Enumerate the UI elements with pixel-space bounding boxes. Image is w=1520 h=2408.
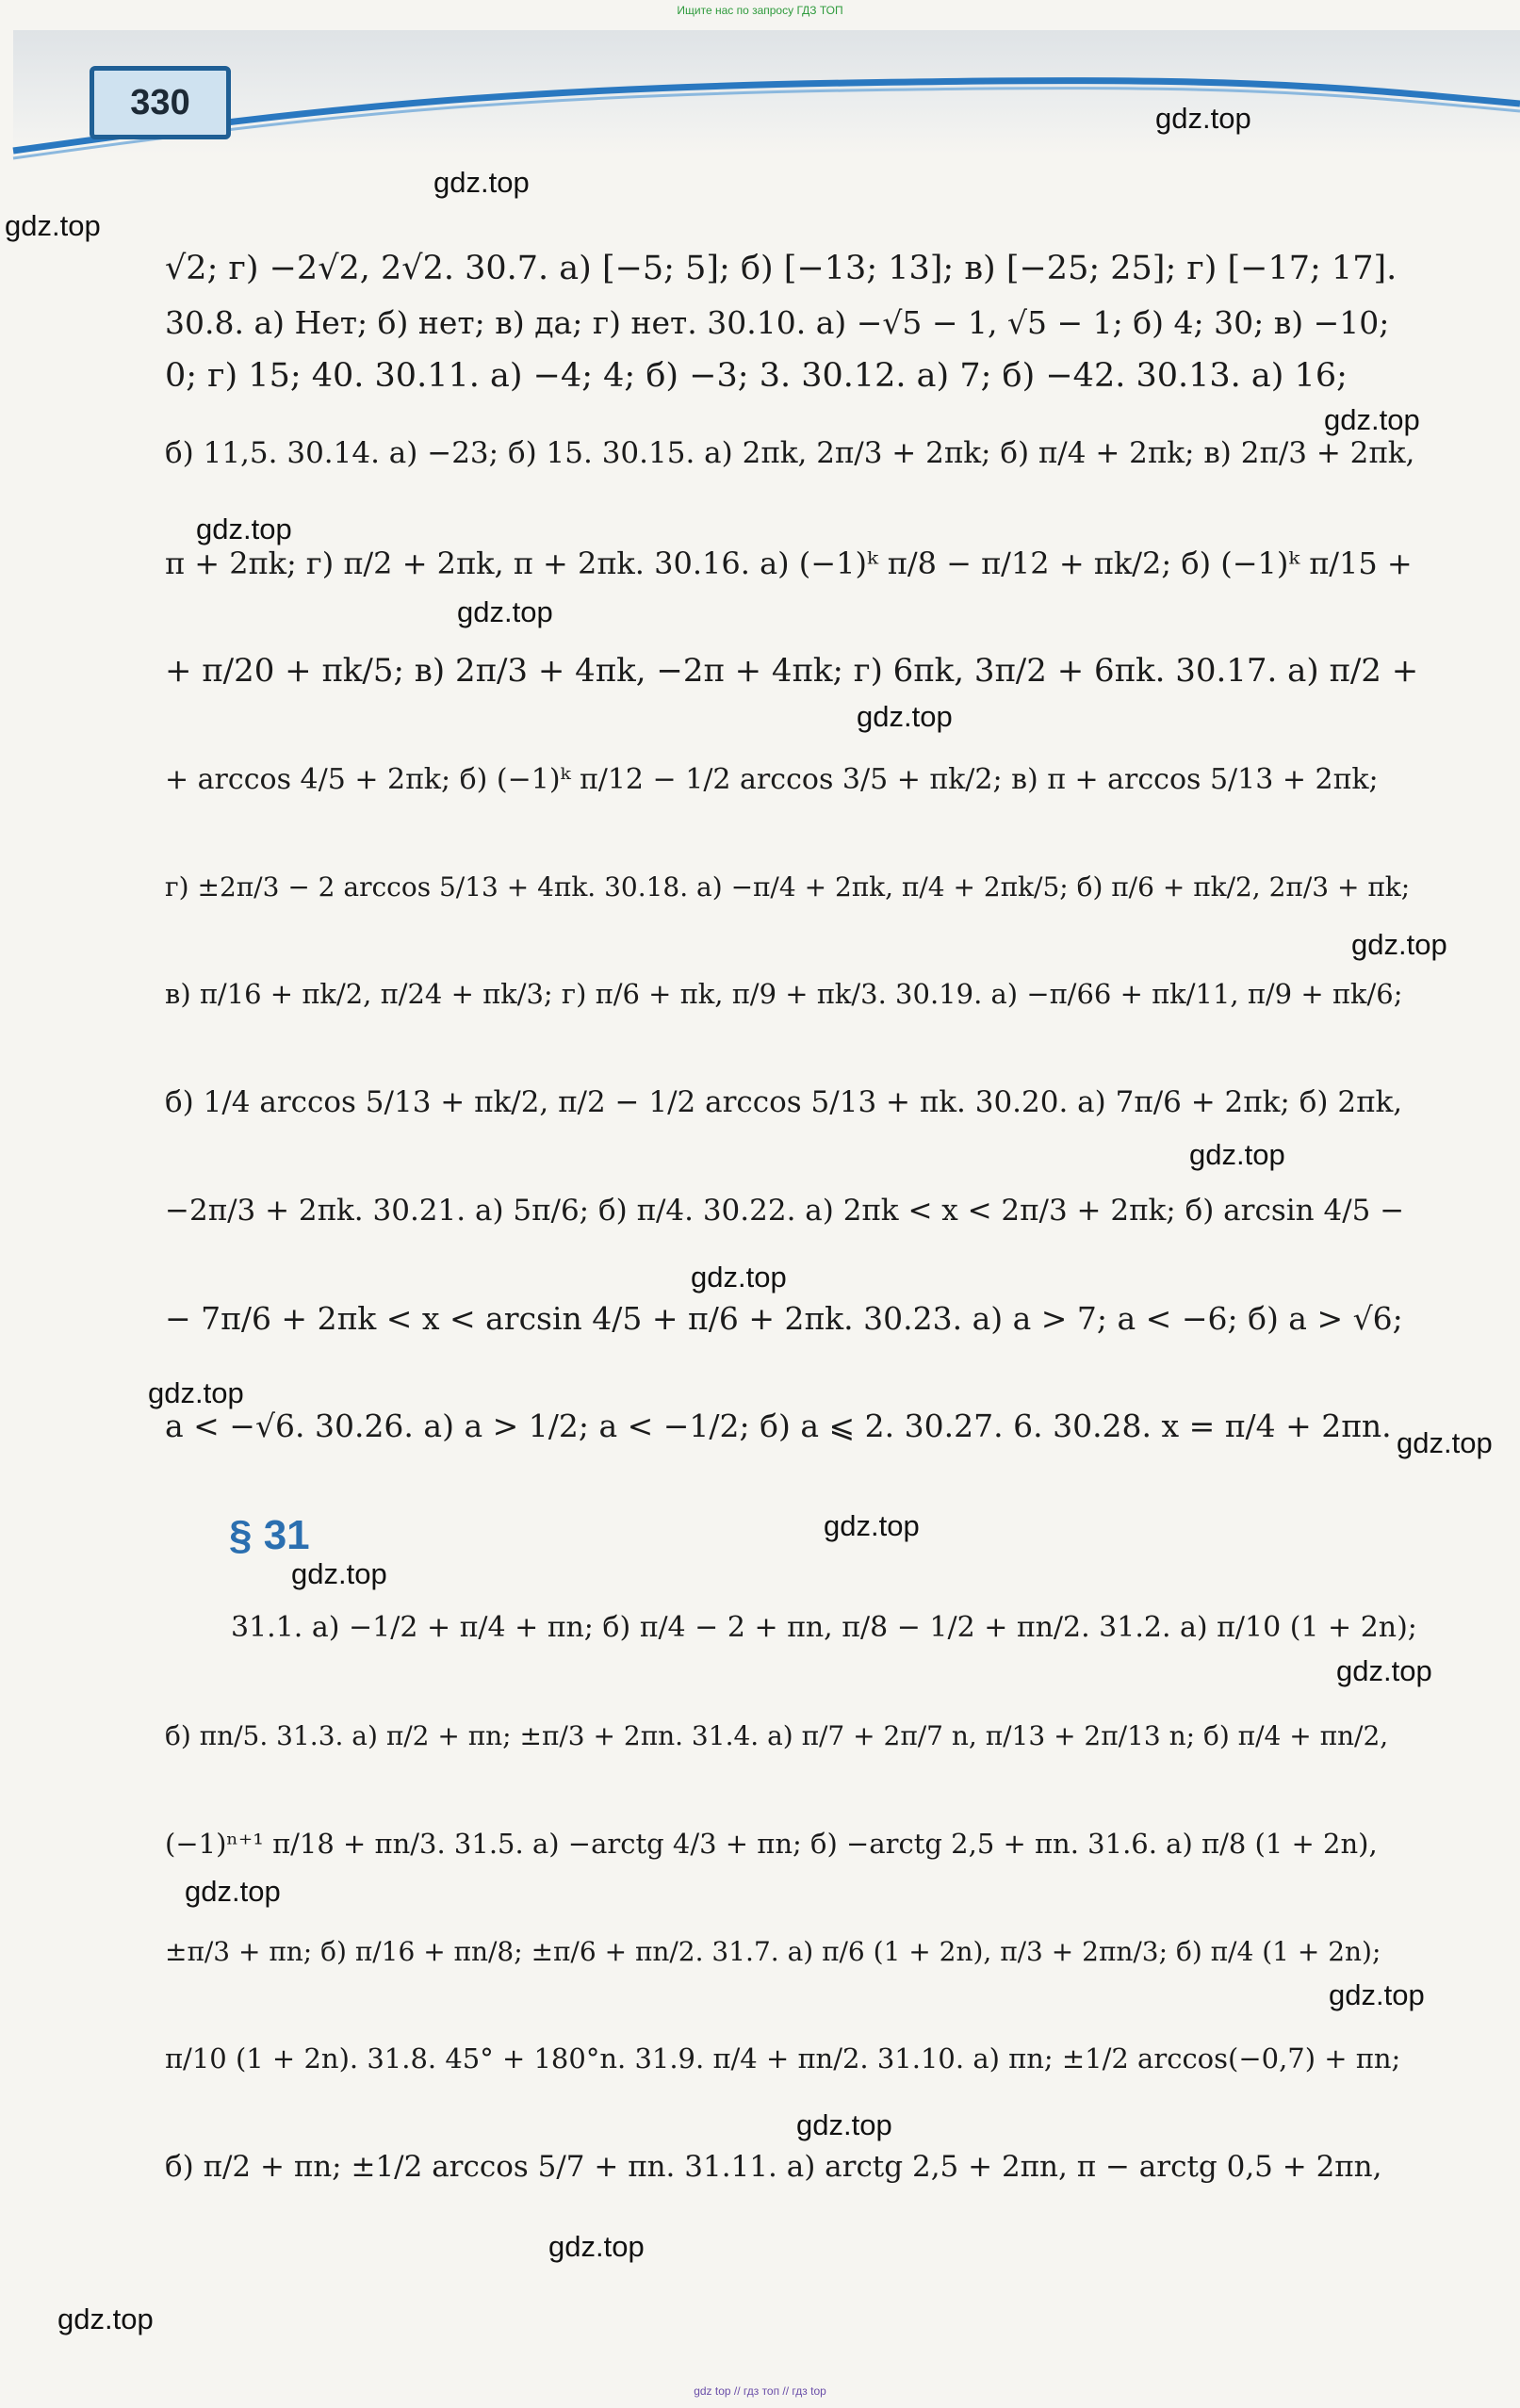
- answer-line: 31.1. а) −1/2 + π/4 + πn; б) π/4 − 2 + πn, π/8 − 1/2 + πn/2. 31.2. а) π/10 (1 + 2n);: [231, 1610, 1417, 1644]
- watermark: gdz.top: [291, 1557, 387, 1590]
- answer-line: б) πn/5. 31.3. а) π/2 + πn; ±π/3 + 2πn. 31.4. а) π/7 + 2π/7 n, π/13 + 2π/13 n; б) π/4 + πn/2,: [165, 1719, 1389, 1751]
- answer-line: б) 11,5. 30.14. а) −23; б) 15. 30.15. а) 2πk, 2π/3 + 2πk; б) π/4 + 2πk; в) 2π/3 + 2πk,: [165, 436, 1415, 470]
- answer-line: б) 1/4 arccos 5/13 + πk/2, π/2 − 1/2 arccos 5/13 + πk. 30.20. а) 7π/6 + 2πk; б) 2πk,: [165, 1085, 1403, 1119]
- answer-line: + arccos 4/5 + 2πk; б) (−1)ᵏ π/12 − 1/2 arccos 3/5 + πk/2; в) π + arccos 5/13 + 2πk;: [165, 762, 1379, 796]
- answer-line: ±π/3 + πn; б) π/16 + πn/8; ±π/6 + πn/2. 31.7. а) π/6 (1 + 2n), π/3 + 2πn/3; б) π/4 (1 + 2n);: [165, 1935, 1381, 1967]
- watermark: gdz.top: [691, 1261, 787, 1293]
- answer-line: √2; г) −2√2, 2√2. 30.7. а) [−5; 5]; б) [−13; 13]; в) [−25; 25]; г) [−17; 17].: [165, 250, 1397, 287]
- watermark: gdz.top: [1155, 102, 1251, 135]
- answer-line: (−1)ⁿ⁺¹ π/18 + πn/3. 31.5. а) −arctg 4/3 + πn; б) −arctg 2,5 + πn. 31.6. а) π/8 (1 + 2n),: [165, 1828, 1378, 1860]
- watermark: gdz.top: [433, 166, 530, 199]
- watermark: gdz.top: [196, 513, 292, 545]
- answer-line: 0; г) 15; 40. 30.11. а) −4; 4; б) −3; 3. 30.12. а) 7; б) −42. 30.13. а) 16;: [165, 357, 1348, 395]
- answer-line: −2π/3 + 2πk. 30.21. а) 5π/6; б) π/4. 30.22. а) 2πk < x < 2π/3 + 2πk; б) arcsin 4/5 −: [165, 1194, 1405, 1228]
- watermark: gdz.top: [5, 209, 101, 242]
- watermark: gdz.top: [1336, 1654, 1432, 1687]
- page-number: 330: [90, 66, 231, 139]
- watermark: gdz.top: [824, 1509, 920, 1542]
- answer-line: г) ±2π/3 − 2 arccos 5/13 + 4πk. 30.18. а) −π/4 + 2πk, π/4 + 2πk/5; б) π/6 + πk/2, 2π/3 + πk;: [165, 870, 1411, 903]
- watermark: gdz.top: [857, 700, 953, 733]
- watermark: gdz.top: [1329, 1978, 1425, 2011]
- answer-line: π/10 (1 + 2n). 31.8. 45° + 180°n. 31.9. π/4 + πn/2. 31.10. а) πn; ±1/2 arccos(−0,7) + πn;: [165, 2042, 1401, 2074]
- watermark: gdz.top: [457, 595, 553, 628]
- watermark: gdz.top: [1324, 403, 1420, 436]
- answer-line: π + 2πk; г) π/2 + 2πk, π + 2πk. 30.16. а) (−1)ᵏ π/8 − π/12 + πk/2; б) (−1)ᵏ π/15 +: [165, 545, 1413, 581]
- answer-line: − 7π/6 + 2πk < x < arcsin 4/5 + π/6 + 2πk. 30.23. а) a > 7; a < −6; б) a > √6;: [165, 1299, 1403, 1337]
- watermark: gdz.top: [1397, 1426, 1493, 1459]
- answer-line: + π/20 + πk/5; в) 2π/3 + 4πk, −2π + 4πk; г) 6πk, 3π/2 + 6πk. 30.17. а) π/2 +: [165, 652, 1419, 690]
- answer-line: 30.8. а) Нет; б) нет; в) да; г) нет. 30.10. а) −√5 − 1, √5 − 1; б) 4; 30; в) −10;: [165, 303, 1390, 341]
- answer-line: в) π/16 + πk/2, π/24 + πk/3; г) π/6 + πk, π/9 + πk/3. 30.19. а) −π/66 + πk/11, π/9 + πk/6;: [165, 978, 1403, 1010]
- answer-line: б) π/2 + πn; ±1/2 arccos 5/7 + πn. 31.11. а) arctg 2,5 + 2πn, π − arctg 0,5 + 2πn,: [165, 2150, 1382, 2184]
- answer-line: a < −√6. 30.26. а) a > 1/2; a < −1/2; б) a ⩽ 2. 30.27. 6. 30.28. x = π/4 + 2πn.: [165, 1407, 1392, 1444]
- watermark: gdz.top: [1351, 928, 1447, 961]
- watermark: gdz.top: [796, 2108, 892, 2141]
- watermark: gdz.top: [148, 1376, 244, 1409]
- watermark: gdz.top: [1189, 1138, 1285, 1171]
- watermark: gdz.top: [185, 1875, 281, 1908]
- top-search-hint[interactable]: Ищите нас по запросу ГДЗ ТОП: [677, 4, 843, 17]
- watermark: gdz.top: [548, 2230, 645, 2263]
- section-title: § 31: [229, 1512, 310, 1558]
- bottom-links[interactable]: gdz top // гдз топ // гдз top: [694, 2384, 826, 2398]
- watermark: gdz.top: [57, 2302, 154, 2335]
